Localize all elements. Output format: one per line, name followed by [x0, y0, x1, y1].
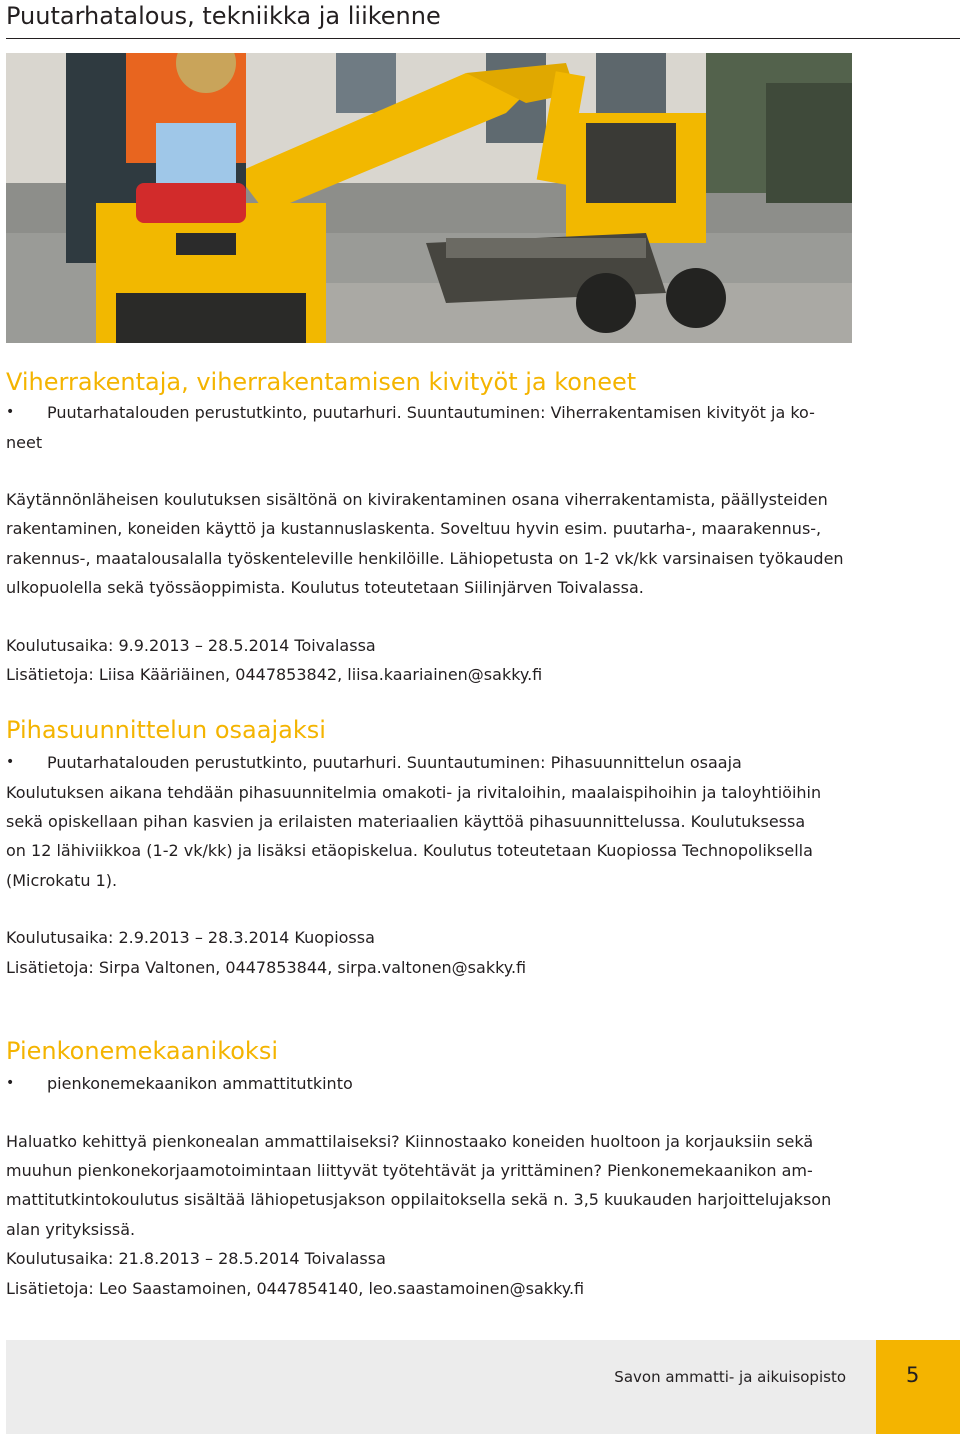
section-heading: Pienkonemekaanikoksi [6, 1037, 279, 1065]
section-description: Haluatko kehittyä pienkonealan ammattilaiseksi? Kiinnostaako koneiden huoltoon ja korjauksiin sekä muuhun pienkonekorjaamotoimintaan liittyvät työtehtävät ja yrittäminen? Pienkonemekaanikon am- mattitutkintokoulutus sisältää lähiopetusjakson oppilaitoksella sekä n. 3,5 kuukauden harjoittelujakson alan yrityksissä. [6, 1131, 832, 1239]
section-viherrakentaja [6, 367, 876, 689]
excavator-photo [6, 53, 852, 343]
section-description: Koulutuksen aikana tehdään pihasuunnitelmia omakoti- ja rivitaloihin, maalaispihoihin ja taloyhtiöihin sekä opiskellaan pihan kasvien ja erilaisten materiaalien käyttöä pihasuunnittelussa. Koulutuksessa on 12 lähiviikkoa (1-2 vk/kk) ja lisäksi etäopiskelua. Koulutus toteutetaan Kuopiossa Technopoliksella (Microkatu 1). [6, 782, 822, 890]
course-duration: Koulutusaika: 2.9.2013 – 28.3.2014 Kuopiossa [6, 928, 375, 948]
bullet-icon: • [6, 754, 15, 770]
course-duration: Koulutusaika: 21.8.2013 – 28.5.2014 Toivalassa [6, 1249, 386, 1269]
bullet-icon: • [6, 404, 15, 420]
footer-organization: Savon ammatti- ja aikuisopisto [614, 1368, 846, 1386]
contact-info: Lisätietoja: Liisa Kääriäinen, 0447853842, liisa.kaariainen@sakky.fi [6, 665, 543, 685]
section-description: Käytännönläheisen koulutuksen sisältönä on kivirakentaminen osana viherrakentamista, päällysteiden rakentaminen, koneiden käyttö ja kustannuslaskenta. Soveltuu hyvin esim. puutarha-, maarakennus-, rakennus-, maatalousalalla työskenteleville henkilöille. Lähiopetusta on 1-2 vk/kk varsinaisen työkauden ulkopuolella sekä työssäoppimista. Koulutus toteutetaan Siilinjärven Toivalassa. [6, 490, 844, 598]
course-info [6, 923, 876, 982]
bullet-item: • Puutarhatalouden perustutkinto, puutarhuri. Suuntautuminen: Pihasuunnittelun osaaja [6, 748, 876, 778]
course-info [6, 631, 876, 690]
section-heading: Pihasuunnittelun osaajaksi [6, 716, 326, 744]
contact-info: Lisätietoja: Leo Saastamoinen, 0447854140, leo.saastamoinen@sakky.fi [6, 1278, 585, 1298]
course-duration: Koulutusaika: 9.9.2013 – 28.5.2014 Toivalassa [6, 635, 376, 655]
section-heading: Viherrakentaja, viherrakentamisen kivityöt ja koneet [6, 368, 637, 396]
bullet-icon: • [6, 1075, 15, 1091]
page-title: Puutarhatalous, tekniikka ja liikenne [6, 2, 441, 30]
bullet-item: • Puutarhatalouden perustutkinto, puutarhuri. Suuntautuminen: Viherrakentamisen kivityöt ja ko- neet [6, 398, 876, 457]
page-number: 5 [906, 1363, 920, 1387]
title-divider [6, 38, 960, 39]
course-info [6, 1244, 876, 1303]
section-pihasuunnittelu [6, 715, 876, 982]
bullet-item: • pienkonemekaanikon ammattitutkinto [6, 1069, 876, 1099]
contact-info: Lisätietoja: Sirpa Valtonen, 0447853844, sirpa.valtonen@sakky.fi [6, 957, 527, 977]
section-pienkonemekaanikko [6, 1036, 876, 1303]
